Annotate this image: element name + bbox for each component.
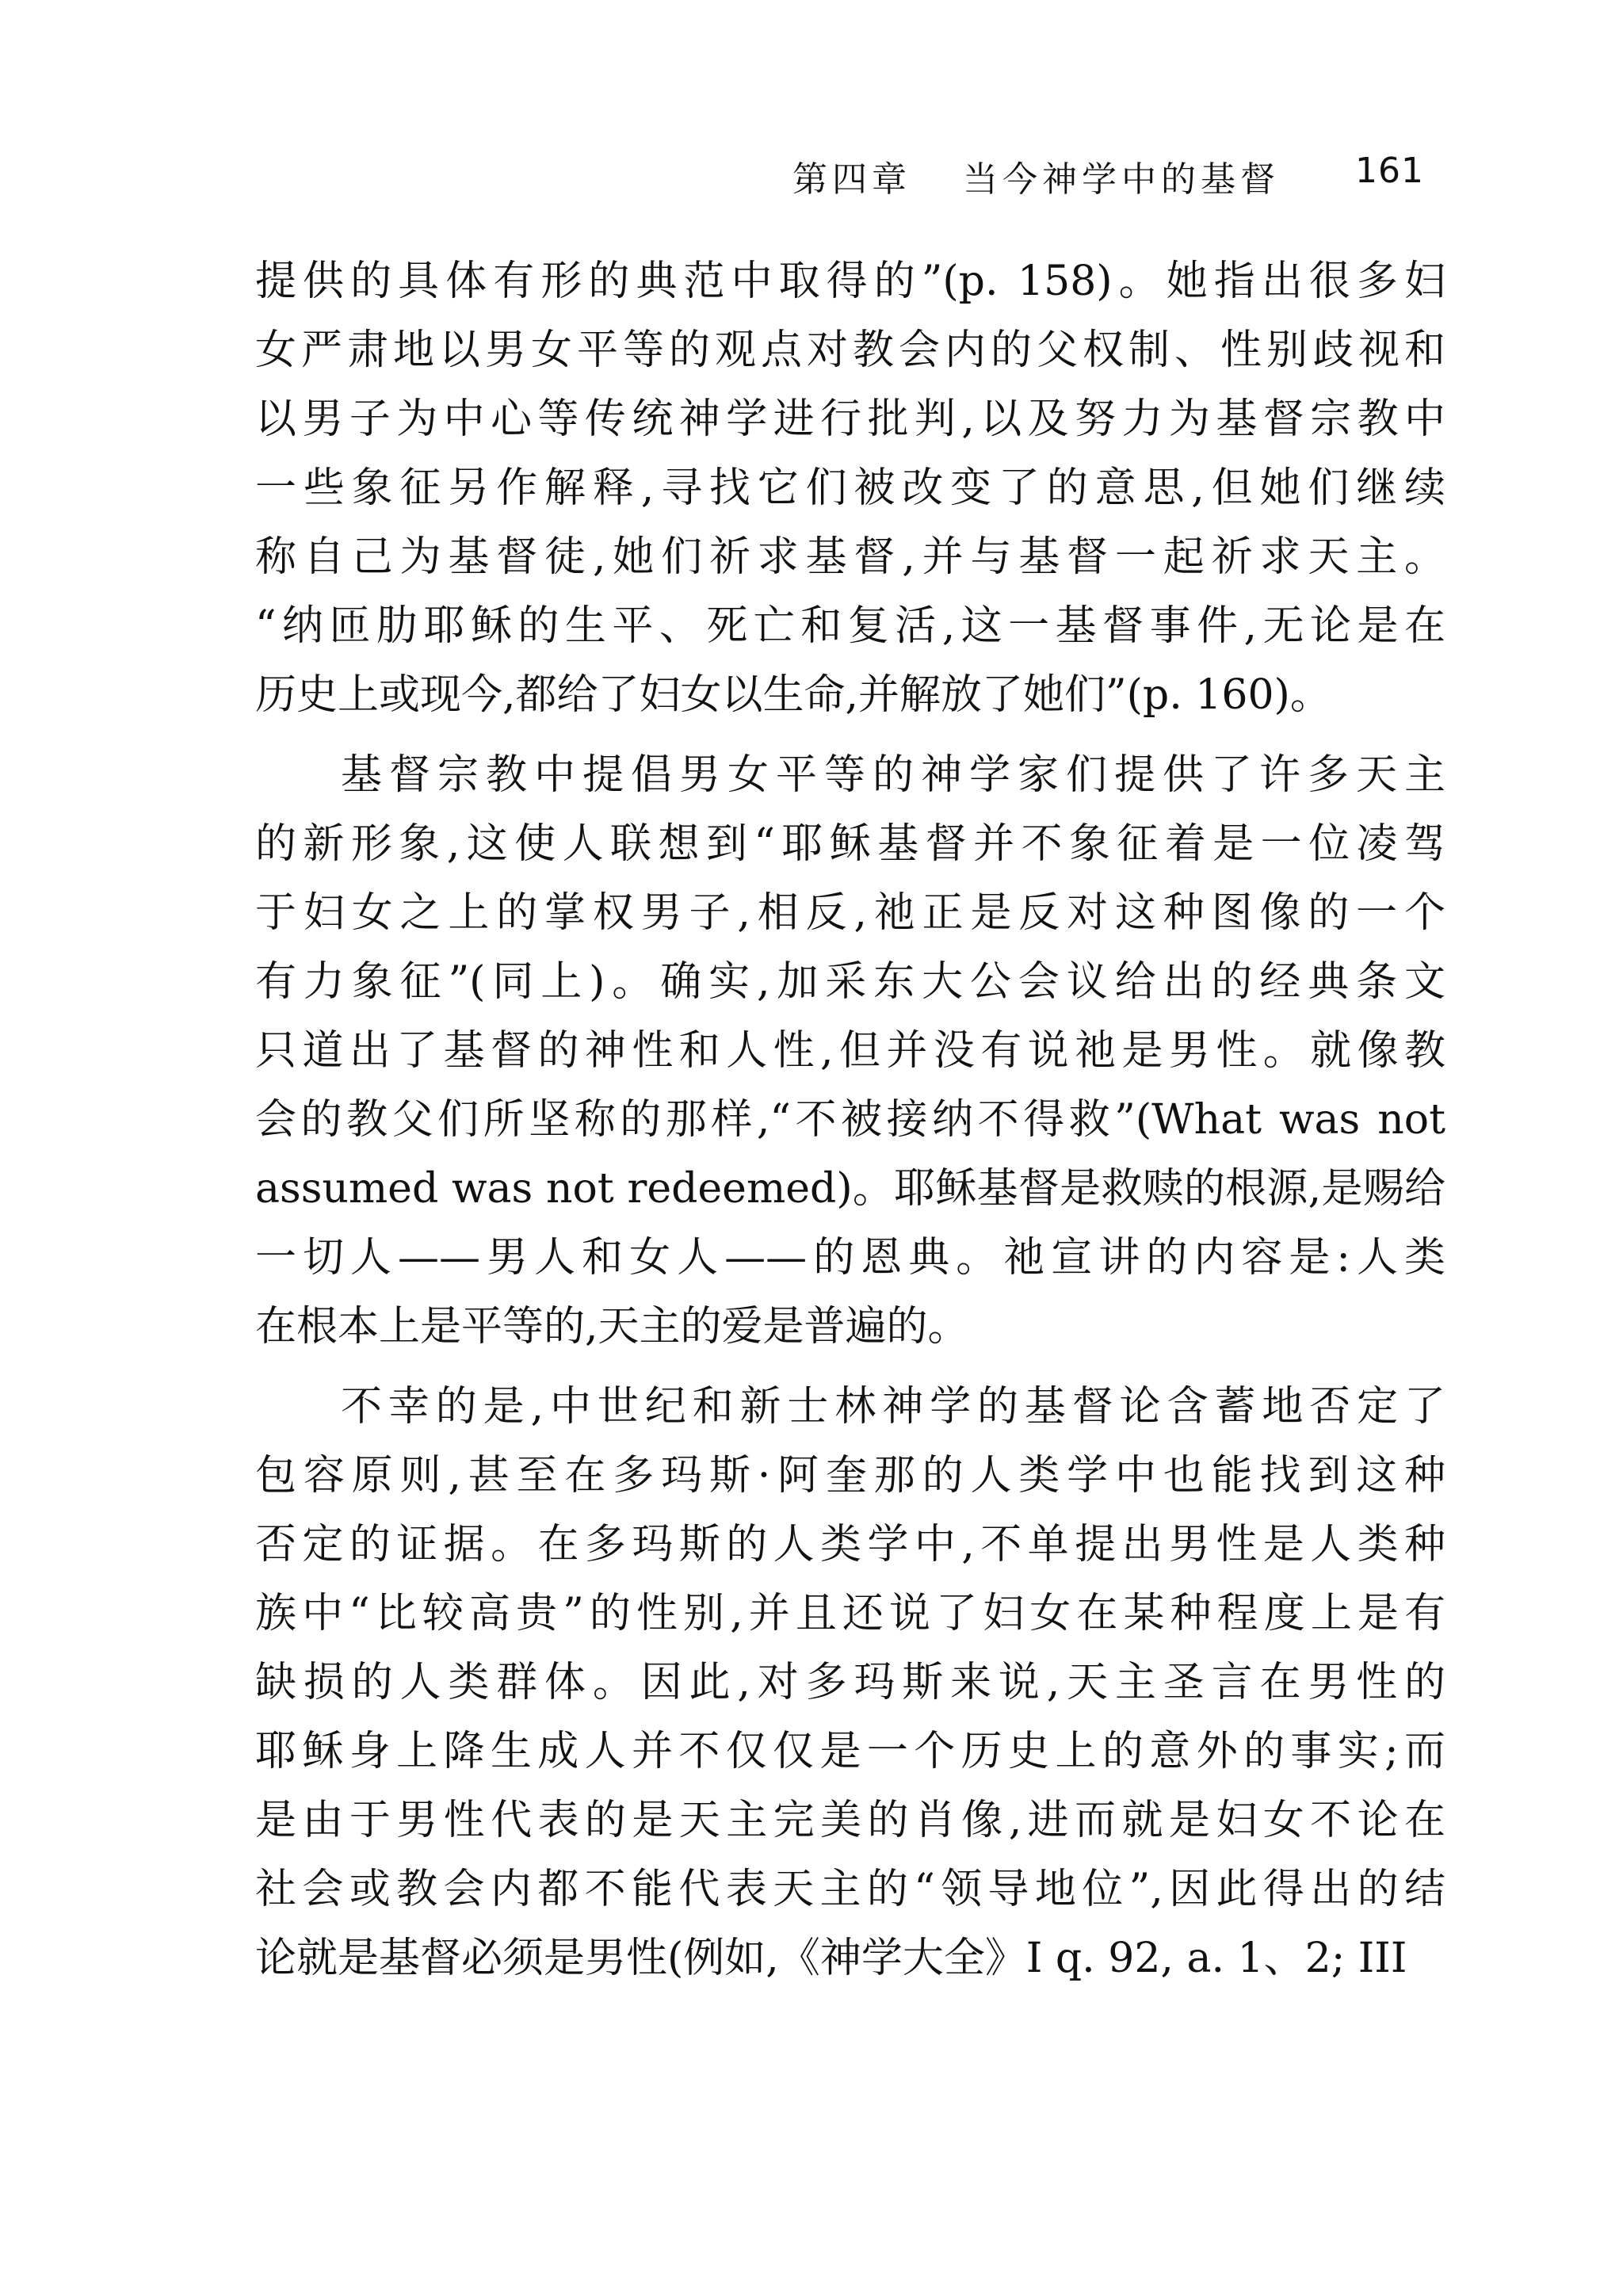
text-line: 耶稣身上降生成人并不仅仅是一个历史上的意外的事实;而: [255, 1728, 1445, 1775]
body-text: [255, 247, 1445, 1993]
text-line: 于妇女之上的掌权男子,相反,祂正是反对这种图像的一个: [255, 889, 1445, 937]
text-line: assumed was not redeemed)。耶稣基督是救赎的根源,是赐给: [255, 1165, 1445, 1213]
text-line: 缺损的人类群体。因此,对多玛斯来说,天主圣言在男性的: [255, 1659, 1445, 1706]
text-line: 一些象征另作解释,寻找它们被改变了的意思,但她们继续: [255, 464, 1445, 512]
paragraph-3: [255, 1373, 1445, 1993]
text-line: 包容原则,甚至在多玛斯·阿奎那的人类学中也能找到这种: [255, 1452, 1445, 1499]
text-line: 论就是基督必须是男性(例如,《神学大全》I q. 92, a. 1、2; III: [255, 1935, 1407, 1982]
chapter-label: 第四章: [792, 159, 911, 200]
text-line: 会的教父们所坚称的那样,“不被接纳不得救”(What was not: [255, 1096, 1445, 1144]
text-line: 称自己为基督徒,她们祈求基督,并与基督一起祈求天主。: [255, 533, 1445, 581]
text-line: 女严肃地以男女平等的观点对教会内的父权制、性别歧视和: [255, 327, 1445, 374]
text-line: 不幸的是,中世纪和新士林神学的基督论含蓄地否定了: [341, 1383, 1445, 1431]
text-line: 是由于男性代表的是天主完美的肖像,进而就是妇女不论在: [255, 1797, 1445, 1844]
text-line: 基督宗教中提倡男女平等的神学家们提供了许多天主: [341, 751, 1445, 799]
chapter-title: 当今神学中的基督: [963, 159, 1280, 200]
text-line: 有力象征”(同上)。确实,加采东大公会议给出的经典条文: [255, 958, 1445, 1006]
page-number: 161: [1355, 151, 1424, 191]
text-line: 否定的证据。在多玛斯的人类学中,不单提出男性是人类种: [255, 1521, 1445, 1568]
paragraph-gap: [255, 730, 1445, 741]
text-line: 的新形象,这使人联想到“耶稣基督并不象征着是一位凌驾: [255, 820, 1445, 868]
paragraph-gap: [255, 1362, 1445, 1373]
paragraph-2: [255, 741, 1445, 1362]
text-line: 社会或教会内都不能代表天主的“领导地位”,因此得出的结: [255, 1866, 1445, 1913]
text-line: 一切人——男人和女人——的恩典。祂宣讲的内容是:人类: [255, 1234, 1445, 1282]
text-line: 族中“比较高贵”的性别,并且还说了妇女在某种程度上是有: [255, 1590, 1445, 1637]
text-line: 提供的具体有形的典范中取得的”(p. 158)。她指出很多妇: [255, 258, 1445, 305]
paragraph-1: [255, 247, 1445, 730]
text-line: 只道出了基督的神性和人性,但并没有说祂是男性。就像教: [255, 1027, 1445, 1075]
text-line: 在根本上是平等的,天主的爱是普遍的。: [255, 1303, 969, 1350]
running-head: [792, 151, 1442, 206]
text-line: 以男子为中心等传统神学进行批判,以及努力为基督宗教中: [255, 395, 1445, 443]
text-line: “纳匝肋耶稣的生平、死亡和复活,这一基督事件,无论是在: [255, 602, 1445, 650]
text-line: 历史上或现今,都给了妇女以生命,并解放了她们”(p. 160)。: [255, 671, 1331, 719]
